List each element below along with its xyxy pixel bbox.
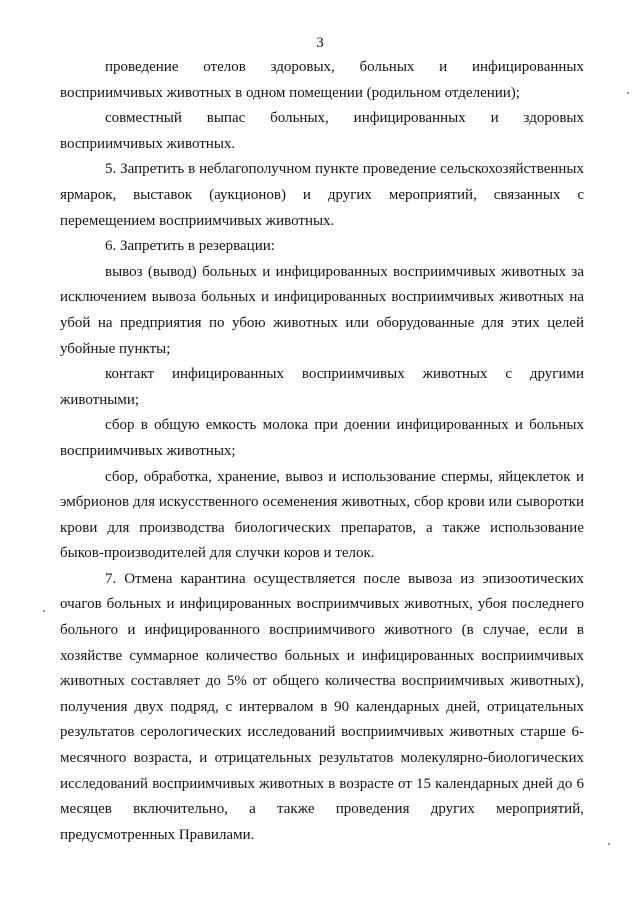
scan-speck (627, 92, 629, 94)
scan-speck (43, 610, 45, 612)
paragraph-contact: контакт инфицированных восприимчивых животных с другими животными; (60, 366, 584, 408)
paragraph-removal: вывоз (вывод) больных и инфицированных восприимчивых животных за исключением вывоза больных и инфицированных восприимчивых животных на убой на предприятия по убою животных или оборудованные для этих целей убойные пункты; (60, 263, 584, 357)
paragraph-item-7: 7. Отмена карантина осуществляется после вывоза из эпизоотических очагов больных и инфицированных восприимчивых животных, убоя последнего больного и инфицированного восприимчивого животного (в случае, если в хозяйстве суммарное количество больных и инфицированных восприимчивых животных составляет до 5% от общего количества восприимчивых животных), получения двух подряд, с интервалом в 90 календарных дней, отрицательных результатов серологических исследований восприимчивых животных старше 6-месячного возраста, и отрицательных результатов молекулярно-биологических исследований восприимчивых животных в возрасте от 15 календарных дней до 6 месяцев включительно, а также проведения других мероприятий, предусмотренных Правилами. (60, 570, 584, 843)
paragraph-item-5: 5. Запретить в неблагополучном пункте проведение сельскохозяйственных ярмарок, выставок (аукционов) и других мероприятий, связанных с перемещением восприимчивых животных. (60, 161, 584, 229)
paragraph-milk: сбор в общую емкость молока при доении инфицированных и больных восприимчивых животных; (60, 417, 584, 459)
paragraph-semen: сбор, обработка, хранение, вывоз и использование спермы, яйцеклеток и эмбрионов для искусственного осеменения животных, сбор крови или сыворотки крови для производства биологических препаратов, а также использование быков-производителей для случки коров и телок. (60, 468, 584, 562)
page-number: 3 (316, 35, 324, 51)
paragraph-calving: проведение отелов здоровых, больных и инфицированных восприимчивых животных в одном помещении (родильном отделении); (60, 59, 584, 101)
scan-speck (608, 843, 610, 845)
paragraph-joint-grazing: совместный выпас больных, инфицированных и здоровых восприимчивых животных. (60, 110, 584, 152)
document-body (60, 55, 584, 848)
paragraph-item-6: 6. Запретить в резервации: (105, 238, 275, 255)
